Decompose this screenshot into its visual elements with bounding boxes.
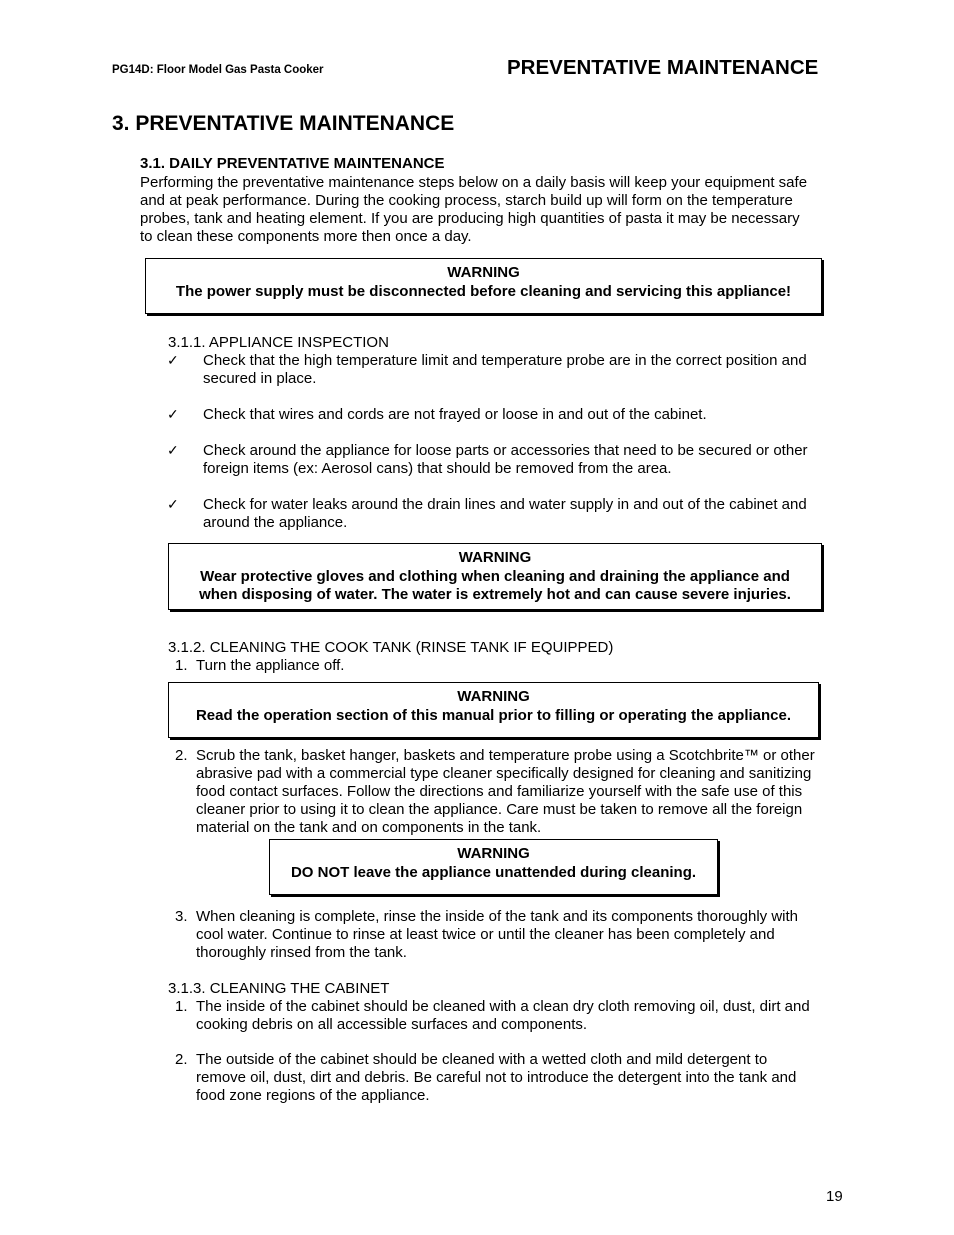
- step-line: thoroughly rinsed from the tank.: [196, 944, 407, 961]
- intro-line: probes, tank and heating element. If you are producing high quantities of pasta it may be necessary: [140, 210, 800, 227]
- step-line: The inside of the cabinet should be cleaned with a clean dry cloth removing oil, dust, dirt and: [196, 998, 810, 1015]
- inspection-item-line: Check for water leaks around the drain lines and water supply in and out of the cabinet and: [203, 496, 807, 513]
- page-number: 19: [826, 1188, 843, 1205]
- cabinet-step: [196, 998, 810, 1034]
- check-mark-icon: ✓: [167, 442, 179, 458]
- step-line: remove oil, dust, dirt and debris. Be careful not to introduce the detergent into the tank and: [196, 1069, 797, 1086]
- cook-tank-heading: 3.1.2. CLEANING THE COOK TANK (RINSE TANK IF EQUIPPED): [168, 639, 614, 656]
- cook-tank-step: [196, 747, 815, 837]
- warning-text: The power supply must be disconnected before cleaning and servicing this appliance!: [175, 282, 792, 300]
- inspection-heading: 3.1.1. APPLIANCE INSPECTION: [168, 334, 389, 351]
- step-line: food contact surfaces. Follow the directions and familiarize yourself with the safe use of this: [196, 783, 803, 800]
- cabinet-step: [196, 1051, 796, 1105]
- inspection-item: [203, 442, 808, 478]
- inspection-item-line: foreign items (ex: Aerosol cans) that should be removed from the area.: [203, 460, 672, 477]
- cabinet-heading: 3.1.3. CLEANING THE CABINET: [168, 980, 390, 997]
- cook-tank-step: [196, 908, 798, 962]
- step-line: food zone regions of the appliance.: [196, 1087, 430, 1104]
- intro-line: Performing the preventative maintenance steps below on a daily basis will keep your equipment safe: [140, 174, 808, 191]
- warning-box-hot-water: [168, 543, 822, 610]
- warning-box-read-manual: [168, 682, 819, 738]
- subsection-title: 3.1. DAILY PREVENTATIVE MAINTENANCE: [140, 155, 445, 172]
- intro-paragraph: [140, 174, 840, 246]
- inspection-item-line: secured in place.: [203, 370, 317, 387]
- inspection-item: [203, 496, 807, 532]
- inspection-item: [203, 352, 807, 388]
- check-mark-icon: ✓: [167, 406, 179, 422]
- warning-title: WARNING: [457, 845, 530, 862]
- intro-line: to clean these components more then once a day.: [140, 228, 472, 245]
- cook-tank-step: [196, 657, 344, 675]
- step-line: cooking debris on all accessible surfaces and components.: [196, 1016, 588, 1033]
- intro-line: and at peak performance. During the cooking process, starch build up will form on the temperature: [140, 192, 793, 209]
- inspection-item-line: Check that wires and cords are not frayed or loose in and out of the cabinet.: [203, 406, 707, 423]
- check-mark-icon: ✓: [167, 496, 179, 512]
- step-number: 1.: [175, 657, 188, 674]
- warning-title: WARNING: [447, 264, 520, 281]
- step-number: 2.: [175, 1051, 188, 1068]
- header-document-title: PG14D: Floor Model Gas Pasta Cooker: [112, 64, 324, 76]
- step-line: Scrub the tank, basket hanger, baskets and temperature probe using a Scotchbrite™ or other: [196, 747, 815, 764]
- inspection-item-line: Check around the appliance for loose parts or accessories that need to be secured or other: [203, 442, 808, 459]
- step-line: Turn the appliance off.: [196, 657, 345, 674]
- warning-title: WARNING: [457, 688, 530, 705]
- step-line: material on the tank and on components in the tank.: [196, 819, 542, 836]
- step-line: cleaner prior to using it to clean the appliance. Care must be taken to remove all the foreign: [196, 801, 803, 818]
- warning-title: WARNING: [458, 549, 532, 566]
- check-mark-icon: ✓: [167, 352, 179, 368]
- warning-text: DO NOT leave the appliance unattended during cleaning.: [290, 863, 697, 881]
- warning-text: Wear protective gloves and clothing when cleaning and draining the appliance and: [200, 567, 790, 585]
- warning-text: when disposing of water. The water is extremely hot and can cause severe injuries.: [199, 586, 791, 603]
- inspection-item: [203, 406, 707, 424]
- warning-box-power: [145, 258, 822, 314]
- inspection-item-line: Check that the high temperature limit and temperature probe are in the correct position and: [203, 352, 807, 369]
- warning-text: Read the operation section of this manual prior to filling or operating the appliance.: [195, 706, 792, 724]
- step-line: When cleaning is complete, rinse the inside of the tank and its components thoroughly with: [196, 908, 799, 925]
- warning-box-unattended: [269, 839, 718, 895]
- step-number: 1.: [175, 998, 188, 1015]
- step-line: abrasive pad with a commercial type cleaner specifically designed for cleaning and sanitizing: [196, 765, 812, 782]
- step-number: 3.: [175, 908, 188, 925]
- header-section-title: PREVENTATIVE MAINTENANCE: [507, 56, 819, 79]
- inspection-item-line: around the appliance.: [203, 514, 348, 531]
- step-line: The outside of the cabinet should be cleaned with a wetted cloth and mild detergent to: [196, 1051, 768, 1068]
- step-number: 2.: [175, 747, 188, 764]
- step-line: cool water. Continue to rinse at least twice or until the cleaner has been completely and: [196, 926, 775, 943]
- section-title: 3. PREVENTATIVE MAINTENANCE: [112, 112, 455, 135]
